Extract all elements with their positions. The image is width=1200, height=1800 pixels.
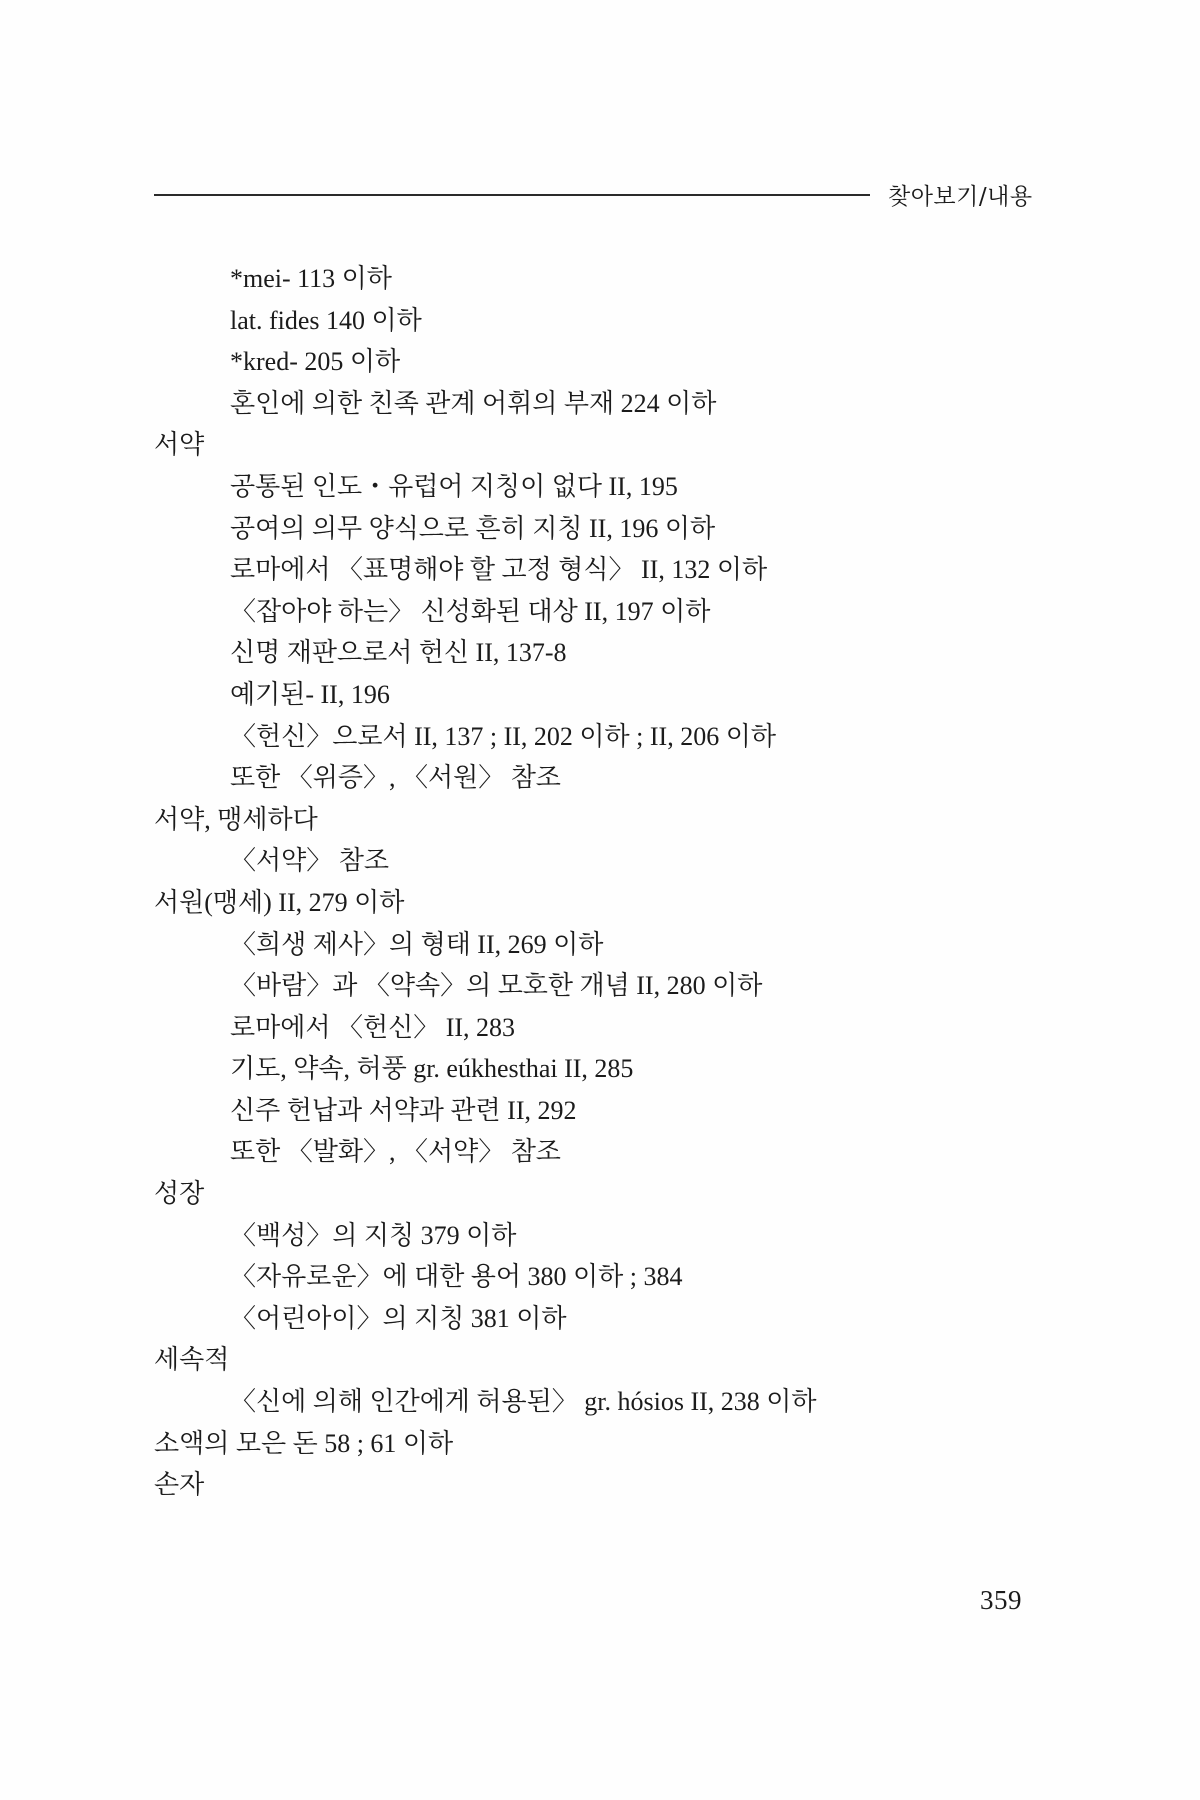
index-subentry: 또한 〈발화〉, 〈서약〉 참조 [230,1137,561,1167]
index-subentry: 공여의 의무 양식으로 흔히 지칭 II, 196 이하 [230,513,716,543]
index-subentry: 혼인에 의한 친족 관계 어휘의 부재 224 이하 [230,388,717,418]
index-subentry: 〈어린아이〉의 지칭 381 이하 [230,1303,567,1333]
index-subentry: 〈자유로운〉에 대한 용어 380 이하 ; 384 [230,1262,683,1292]
index-heading: 손자 [154,1470,205,1500]
index-heading: 서약, 맹세하다 [154,804,318,834]
index-subentry: *kred- 205 이하 [230,347,401,377]
index-heading: 서약 [154,430,205,460]
page-number: 359 [980,1585,1022,1615]
index-subentry: 예기된- II, 196 [230,679,390,709]
index-heading: 소액의 모은 돈 58 ; 61 이하 [154,1428,454,1458]
index-subentry: *mei- 113 이하 [230,264,392,293]
index-subentry: 〈서약〉 참조 [230,846,389,876]
index-heading: 성장 [154,1179,205,1209]
index-subentry: 〈신에 의해 인간에게 허용된〉 gr. hósios II, 238 이하 [230,1387,817,1417]
index-subentry: lat. fides 140 이하 [230,305,422,335]
index-heading: 서원(맹세) II, 279 이하 [154,887,405,917]
index-subentry: 〈백성〉의 지칭 379 이하 [230,1220,517,1250]
header-rule [154,194,870,196]
running-head: 찾아보기/내용 [888,184,1033,210]
index-subentry: 기도, 약속, 허풍 gr. eúkhesthai II, 285 [230,1054,634,1084]
index-subentry: 〈잡아야 하는〉 신성화된 대상 II, 197 이하 [230,596,711,626]
index-subentry: 로마에서 〈표명해야 할 고정 형식〉 II, 132 이하 [230,555,768,585]
index-subentry: 신명 재판으로서 헌신 II, 137-8 [230,638,567,668]
index-subentry: 〈헌신〉으로서 II, 137 ; II, 202 이하 ; II, 206 이하 [230,721,776,751]
index-subentry: 신주 헌납과 서약과 관련 II, 292 [230,1095,577,1125]
index-heading: 세속적 [154,1345,230,1375]
index-subentry: 또한 〈위증〉, 〈서원〉 참조 [230,763,561,793]
index-subentry: 〈희생 제사〉의 형태 II, 269 이하 [230,929,604,959]
index-subentry: 공통된 인도・유럽어 지칭이 없다 II, 195 [230,471,678,501]
index-subentry: 로마에서 〈헌신〉 II, 283 [230,1012,516,1042]
index-list [154,258,1054,1506]
index-subentry: 〈바람〉과 〈약속〉의 모호한 개념 II, 280 이하 [230,971,763,1001]
